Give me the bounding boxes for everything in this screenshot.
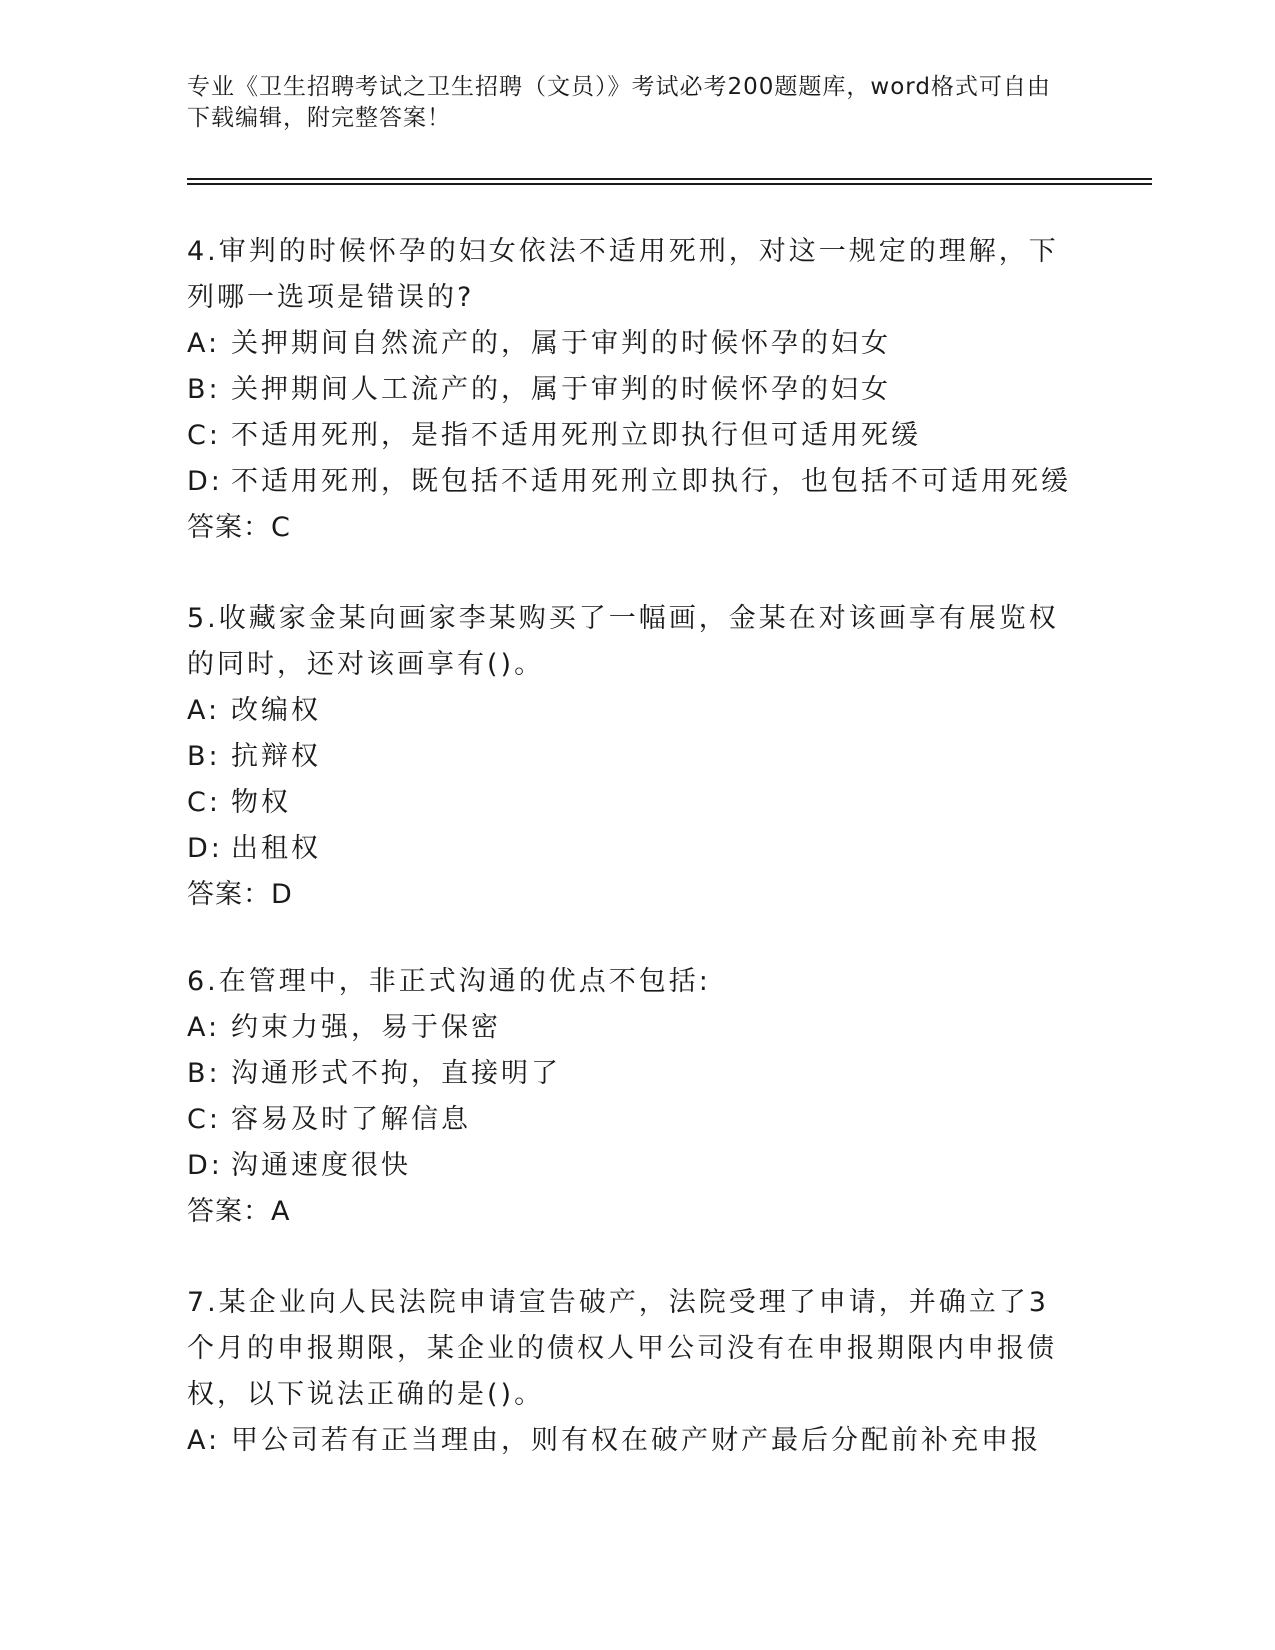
option-text: 关押期间自然流产的，属于审判的时候怀孕的妇女 bbox=[231, 328, 891, 359]
option-key: A: bbox=[187, 695, 221, 726]
option-text: 甲公司若有正当理由，则有权在破产财产最后分配前补充申报 bbox=[231, 1425, 1041, 1456]
option-a bbox=[187, 688, 1067, 734]
option-key: B: bbox=[187, 1058, 221, 1089]
question-stem: 4.审判的时候怀孕的妇女依法不适用死刑，对这一规定的理解，下列哪一选项是错误的? bbox=[187, 236, 1059, 313]
question-stem: 5.收藏家金某向画家李某购买了一幅画，金某在对该画享有展览权的同时，还对该画享有()。 bbox=[187, 603, 1059, 680]
option-c bbox=[187, 1097, 1067, 1143]
answer: 答案：D bbox=[187, 879, 293, 910]
option-key: B: bbox=[187, 741, 221, 772]
question-7 bbox=[187, 1280, 1067, 1464]
document-header: 专业《卫生招聘考试之卫生招聘（文员）》考试必考200题题库，word格式可自由下载编辑，附完整答案！ bbox=[187, 74, 1051, 131]
option-b bbox=[187, 1051, 1067, 1097]
option-a bbox=[187, 321, 1067, 367]
option-a bbox=[187, 1418, 1067, 1464]
answer: 答案：A bbox=[187, 1196, 291, 1227]
option-c bbox=[187, 413, 1067, 459]
option-text: 出租权 bbox=[231, 833, 321, 864]
option-d bbox=[187, 826, 1067, 872]
option-key: B: bbox=[187, 374, 221, 405]
option-key: C: bbox=[187, 787, 221, 818]
option-text: 关押期间人工流产的，属于审判的时候怀孕的妇女 bbox=[231, 374, 891, 405]
option-c bbox=[187, 780, 1067, 826]
header-divider-bottom bbox=[187, 183, 1152, 185]
question-4 bbox=[187, 229, 1071, 551]
question-stem: 6.在管理中，非正式沟通的优点不包括: bbox=[187, 966, 711, 997]
option-key: A: bbox=[187, 1425, 221, 1456]
question-5 bbox=[187, 596, 1067, 918]
option-d bbox=[187, 459, 1071, 505]
answer: 答案：C bbox=[187, 512, 291, 543]
option-key: C: bbox=[187, 1104, 221, 1135]
option-text: 不适用死刑，既包括不适用死刑立即执行，也包括不可适用死缓 bbox=[231, 466, 1071, 497]
question-6 bbox=[187, 959, 1067, 1235]
option-key: A: bbox=[187, 1012, 221, 1043]
option-key: D: bbox=[187, 1150, 223, 1181]
option-text: 改编权 bbox=[231, 695, 321, 726]
option-key: D: bbox=[187, 466, 223, 497]
option-text: 抗辩权 bbox=[231, 741, 321, 772]
option-b bbox=[187, 734, 1067, 780]
option-b bbox=[187, 367, 1067, 413]
option-text: 约束力强，易于保密 bbox=[231, 1012, 501, 1043]
option-text: 物权 bbox=[231, 787, 291, 818]
option-text: 容易及时了解信息 bbox=[231, 1104, 471, 1135]
option-text: 不适用死刑，是指不适用死刑立即执行但可适用死缓 bbox=[231, 420, 921, 451]
option-text: 沟通形式不拘，直接明了 bbox=[231, 1058, 561, 1089]
header-divider-top bbox=[187, 178, 1152, 180]
option-text: 沟通速度很快 bbox=[231, 1150, 411, 1181]
question-stem: 7.某企业向人民法院申请宣告破产，法院受理了申请，并确立了3个月的申报期限，某企业的债权人甲公司没有在申报期限内申报债权，以下说法正确的是()。 bbox=[187, 1287, 1057, 1410]
option-a bbox=[187, 1005, 1067, 1051]
option-key: D: bbox=[187, 833, 223, 864]
option-key: A: bbox=[187, 328, 221, 359]
option-d bbox=[187, 1143, 1067, 1189]
option-key: C: bbox=[187, 420, 221, 451]
